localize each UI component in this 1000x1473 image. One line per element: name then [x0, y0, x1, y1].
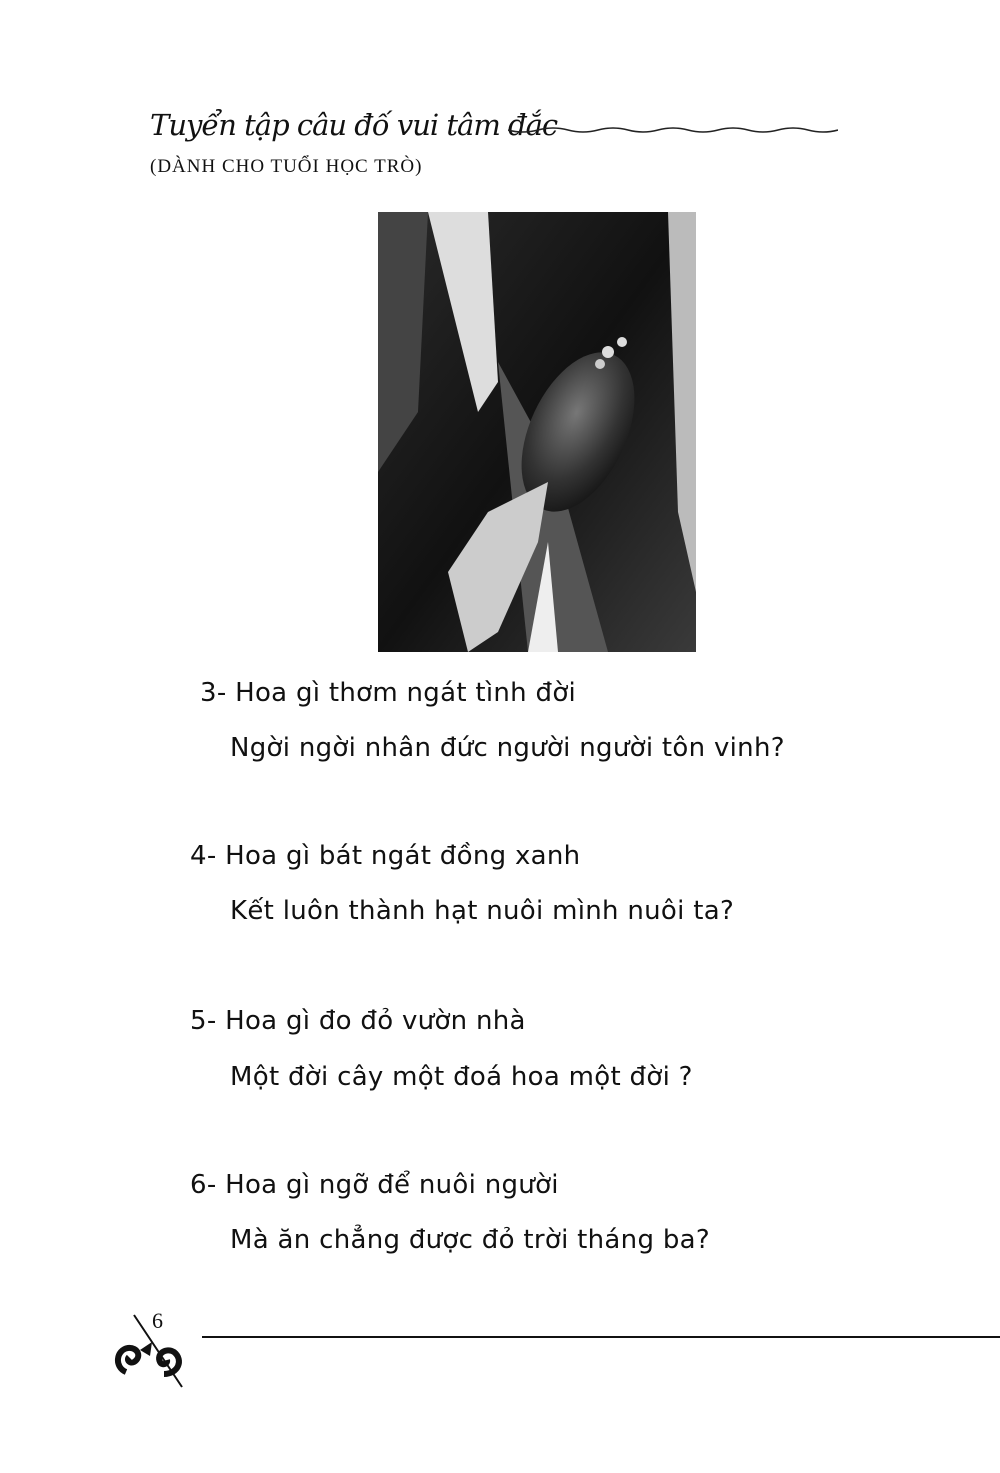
riddle-3-line1: 3- Hoa gì thơm ngát tình đời — [200, 678, 577, 708]
riddle-4-line2: Kết luôn thành hạt nuôi mình nuôi ta? — [230, 896, 735, 926]
riddle-3-line2: Ngời ngời nhân đức người người tôn vinh? — [230, 733, 785, 763]
book-title: Tuyển tập câu đố vui tâm đắc — [150, 108, 558, 142]
page-number: 6 — [152, 1308, 163, 1333]
wave-divider — [508, 122, 838, 138]
riddle-4-line1: 4- Hoa gì bát ngát đồng xanh — [190, 841, 581, 871]
book-subtitle: (DÀNH CHO TUỔI HỌC TRÒ) — [150, 156, 423, 177]
riddle-6-line1: 6- Hoa gì ngỡ để nuôi người — [190, 1170, 559, 1200]
riddle-5-line1: 5- Hoa gì đo đỏ vườn nhà — [190, 1006, 526, 1036]
riddle-6-line2: Mà ăn chẳng được đỏ trời tháng ba? — [230, 1225, 710, 1255]
footer-rule — [202, 1336, 1000, 1338]
flower-photo — [378, 212, 696, 652]
riddle-5-line2: Một đời cây một đoá hoa một đời ? — [230, 1062, 693, 1092]
